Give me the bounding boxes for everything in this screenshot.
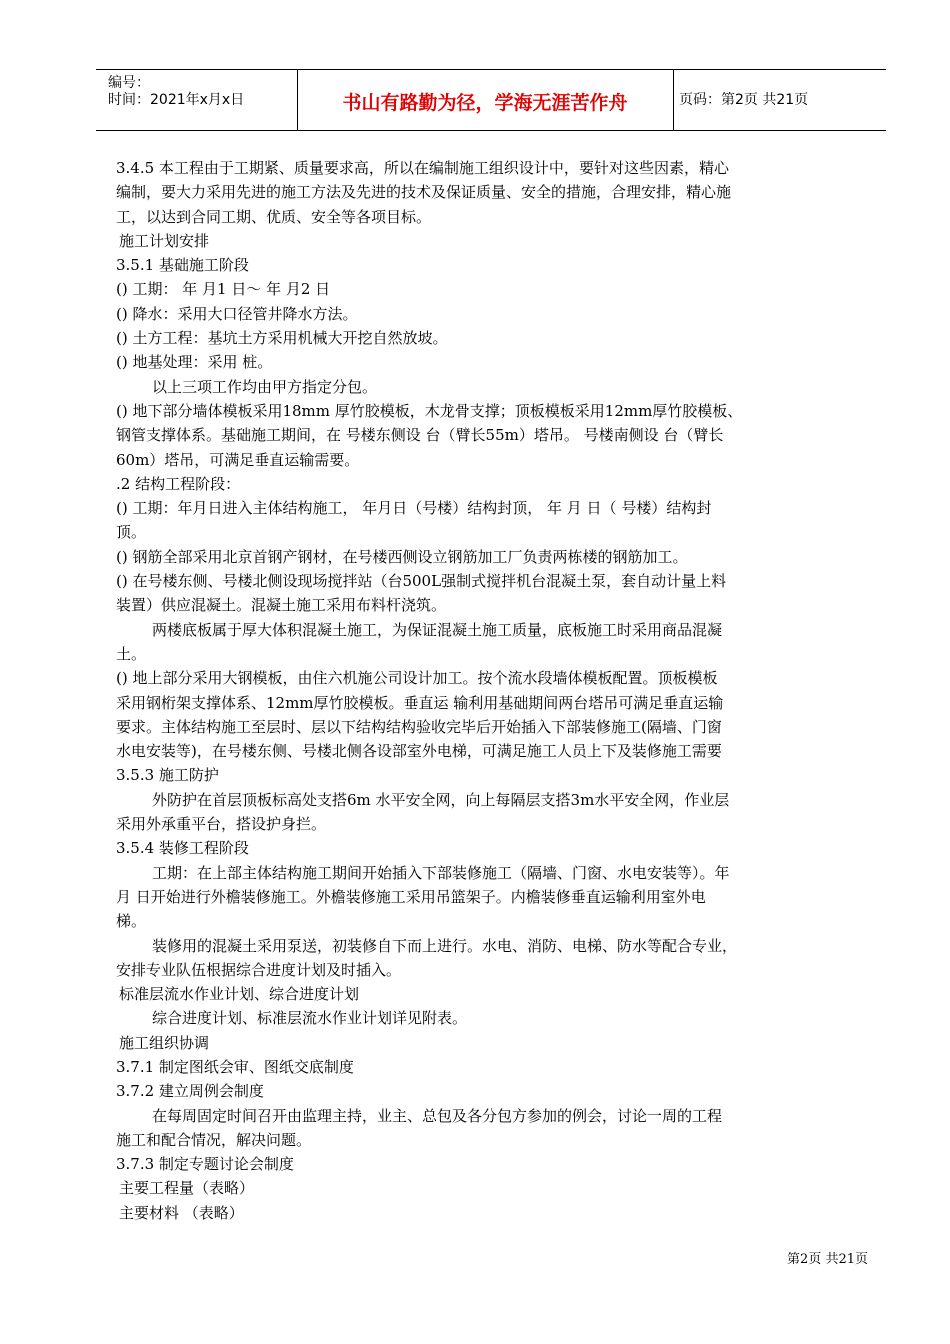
body-line: 装置）供应混凝土。混凝土施工采用布料杆浇筑。 — [116, 596, 447, 615]
body-line: () 在号楼东侧、号楼北侧设现场搅拌站（台500L强制式搅拌机台混凝土泵，套自动计量上料 — [116, 572, 727, 591]
body-line: 水电安装等)，在号楼东侧、号楼北侧各设部室外电梯，可满足施工人员上下及装修施工需要 — [116, 742, 722, 761]
body-line: () 工期： 年 月1 日～ 年 月2 日 — [116, 280, 331, 299]
body-line: 钢管支撑体系。基础施工期间，在 号楼东侧设 台（臂长55m）塔吊。 号楼南侧设 台（臂长 — [116, 426, 724, 445]
section-heading: 3.5.3 施工防护 — [116, 766, 219, 785]
body-line: 装修用的混凝土采用泵送，初装修自下而上进行。水电、消防、电梯、防水等配合专业， — [152, 936, 738, 955]
body-line: 土。 — [116, 644, 147, 663]
body-line: 要求。主体结构施工至层时、层以下结构结构验收完毕后开始插入下部装修施工(隔墙、门窗 — [116, 717, 722, 736]
section-heading: 3.7.1 制定图纸会审、图纸交底制度 — [116, 1057, 354, 1076]
section-heading: 施工计划安排 — [119, 231, 210, 250]
header-motto-cell — [297, 70, 674, 130]
body-line: 外防护在首层顶板标高处支搭6m 水平安全网，向上每隔层支搭3m水平安全网，作业层 — [152, 790, 730, 809]
body-line: 60m）塔吊，可满足垂直运输需要。 — [116, 450, 360, 469]
body-line: 采用外承重平台，搭设护身拦。 — [116, 815, 327, 834]
section-heading: 3.5.1 基础施工阶段 — [116, 256, 249, 275]
header-page-cell — [673, 70, 886, 130]
body-line: 在每周固定时间召开由监理主持，业主、总包及各分包方参加的例会，讨论一周的工程 — [152, 1106, 723, 1125]
header-motto: 书山有路勤为径，学海无涯苦作舟 — [342, 92, 628, 114]
section-heading: 施工组织协调 — [119, 1033, 210, 1052]
body-line: 顶。 — [116, 523, 147, 542]
body-line: 以上三项工作均由甲方指定分包。 — [152, 377, 378, 396]
body-line: () 降水：采用大口径管井降水方法。 — [116, 304, 358, 323]
body-line: () 土方工程：基坑土方采用机械大开挖自然放坡。 — [116, 329, 448, 348]
section-heading: 3.7.3 制定专题讨论会制度 — [116, 1155, 294, 1174]
body-line: 综合进度计划、标准层流水作业计划详见附表。 — [152, 1009, 468, 1028]
body-line: 3.4.5 本工程由于工期紧、质量要求高，所以在编制施工组织设计中，要针对这些因素，精心 — [116, 159, 729, 177]
document-body — [116, 156, 876, 1225]
body-line: 采用钢桁架支撑体系、12mm厚竹胶模板。垂直运 输利用基础期间两台塔吊可满足垂直运输 — [116, 693, 724, 712]
page-header — [96, 69, 886, 131]
body-line: 梯。 — [116, 912, 147, 931]
body-line: 月 日开始进行外檐装修施工。外檐装修施工采用吊篮架子。内檐装修垂直运输利用室外电 — [116, 887, 706, 906]
section-heading: .2 结构工程阶段： — [116, 474, 241, 493]
footer-page-number: 第2页 共21页 — [787, 1252, 868, 1267]
page-footer — [787, 1248, 868, 1267]
body-line: () 地基处理：采用 桩。 — [116, 353, 273, 372]
document-number-label: 编号： — [108, 75, 150, 91]
header-page-number: 页码：第2页 共21页 — [679, 92, 809, 108]
section-heading: 主要材料 （表略） — [119, 1203, 244, 1222]
header-info-cell — [96, 70, 298, 130]
body-line: () 工期：年月日进入主体结构施工， 年月日（号楼）结构封顶， 年 月 日（ 号楼）结构封 — [116, 499, 712, 518]
body-line: 编制，要大力采用先进的施工方法及先进的技术及保证质量、安全的措施，合理安排，精心施 — [116, 183, 732, 202]
body-line: () 钢筋全部采用北京首钢产钢材，在号楼西侧设立钢筋加工厂负责两栋楼的钢筋加工。 — [116, 547, 688, 566]
section-heading: 标准层流水作业计划、综合进度计划 — [119, 985, 360, 1004]
section-heading: 3.7.2 建立周例会制度 — [116, 1082, 264, 1101]
body-line: () 地上部分采用大钢模板，由住六机施公司设计加工。按个流水段墙体模板配置。顶板模板 — [116, 669, 718, 688]
section-heading: 主要工程量（表略） — [119, 1179, 255, 1198]
document-time-label: 时间：2021年x月x日 — [108, 92, 245, 108]
body-line: 工，以达到合同工期、优质、安全等各项目标。 — [116, 207, 432, 226]
body-line: () 地下部分墙体模板采用18mm 厚竹胶模板，木龙骨支撑；顶板模板采用12mm厚竹胶模板、 — [116, 401, 743, 420]
body-line: 工期：在上部主体结构施工期间开始插入下部装修施工（隔墙、门窗、水电安装等）。年 — [152, 863, 730, 882]
body-line: 安排专业队伍根据综合进度计划及时插入。 — [116, 960, 402, 979]
section-heading: 3.5.4 装修工程阶段 — [116, 839, 249, 858]
body-line: 两楼底板属于厚大体积混凝土施工，为保证混凝土施工质量，底板施工时采用商品混凝 — [152, 620, 723, 639]
body-line: 施工和配合情况，解决问题。 — [116, 1130, 312, 1149]
